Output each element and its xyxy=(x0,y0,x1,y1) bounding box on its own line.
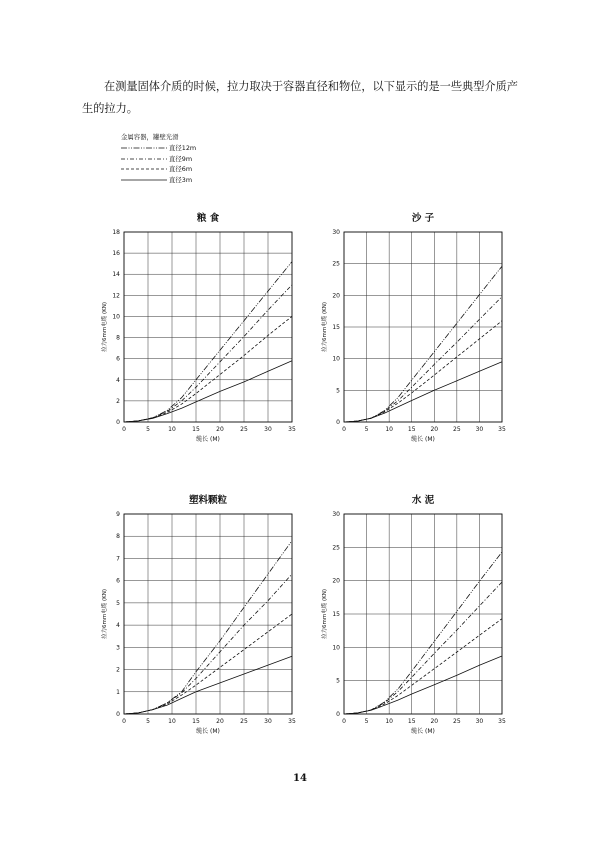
x-tick-label: 30 xyxy=(475,426,484,433)
x-tick-label: 15 xyxy=(407,718,416,725)
chart-legend xyxy=(121,132,261,185)
x-tick-label: 10 xyxy=(385,718,393,725)
x-tick-label: 35 xyxy=(288,426,296,433)
x-tick-label: 15 xyxy=(192,718,200,725)
legend-label: 直径3m xyxy=(169,175,193,184)
y-tick-label: 7 xyxy=(116,555,120,563)
series-line xyxy=(124,614,292,714)
y-tick-label: 20 xyxy=(332,292,340,300)
y-tick-label: 8 xyxy=(116,334,120,342)
x-tick-label: 35 xyxy=(498,718,506,725)
chart-title: 水 泥 xyxy=(411,495,435,506)
x-tick-label: 10 xyxy=(168,426,176,433)
legend-line-swatch xyxy=(121,157,167,161)
x-tick-label: 35 xyxy=(498,426,506,433)
x-tick-label: 35 xyxy=(288,718,296,725)
y-tick-label: 2 xyxy=(116,666,120,674)
chart-svg xyxy=(318,208,528,448)
y-tick-label: 0 xyxy=(116,419,120,426)
x-axis-label: 缆长 (M) xyxy=(196,728,220,735)
x-tick-label: 0 xyxy=(342,426,346,433)
y-tick-label: 16 xyxy=(112,250,120,258)
chart-sand xyxy=(318,208,528,448)
y-tick-label: 0 xyxy=(336,419,340,426)
y-tick-label: 20 xyxy=(332,577,340,585)
x-axis-label: 缆长 (M) xyxy=(411,436,435,443)
y-tick-label: 15 xyxy=(332,611,340,618)
series-line xyxy=(344,656,502,714)
y-tick-label: 4 xyxy=(116,376,120,384)
x-tick-label: 25 xyxy=(453,426,461,433)
y-axis-label: 拉力6mm电缆 (KN) xyxy=(102,302,108,352)
intro-paragraph: 在测量固体介质的时候，拉力取决于容器直径和物位，以下显示的是一些典型介质产生的拉力。 xyxy=(82,80,518,115)
chart-svg xyxy=(96,490,306,745)
x-axis-label: 缆长 (M) xyxy=(411,728,435,735)
y-tick-label: 0 xyxy=(116,711,120,718)
x-tick-label: 10 xyxy=(385,426,393,433)
x-tick-label: 20 xyxy=(216,426,224,433)
series-line xyxy=(124,574,292,714)
legend-label: 直径9m xyxy=(169,154,193,163)
y-tick-label: 30 xyxy=(332,229,340,236)
chart-grain xyxy=(96,208,306,448)
y-tick-label: 12 xyxy=(112,292,120,300)
chart-svg xyxy=(96,208,306,448)
x-tick-label: 0 xyxy=(122,718,126,725)
series-line xyxy=(124,541,292,714)
legend-label: 直径12m xyxy=(169,144,197,153)
x-tick-label: 30 xyxy=(264,718,272,725)
y-tick-label: 18 xyxy=(112,229,120,236)
y-tick-label: 3 xyxy=(116,644,120,652)
chart-title: 粮 食 xyxy=(196,213,220,224)
x-tick-label: 10 xyxy=(168,718,176,725)
legend-line-swatch xyxy=(121,167,167,171)
legend-item xyxy=(121,143,261,153)
y-tick-label: 8 xyxy=(116,533,120,541)
x-tick-label: 20 xyxy=(430,426,439,433)
legend-line-swatch xyxy=(121,178,167,182)
y-tick-label: 10 xyxy=(332,355,340,363)
y-tick-label: 30 xyxy=(332,511,340,518)
y-tick-label: 1 xyxy=(116,688,120,696)
series-line xyxy=(124,285,292,422)
y-tick-label: 5 xyxy=(336,387,340,395)
y-tick-label: 5 xyxy=(336,677,340,685)
plot-frame xyxy=(124,514,292,714)
legend-item xyxy=(121,164,261,174)
y-tick-label: 6 xyxy=(116,355,120,363)
x-tick-label: 25 xyxy=(240,718,248,725)
series-line xyxy=(124,262,292,422)
chart-plastic-pellets xyxy=(96,490,306,745)
legend-title: 金属容器，罐壁光滑 xyxy=(121,133,179,141)
chart-cement xyxy=(318,490,528,745)
y-tick-label: 9 xyxy=(116,511,120,518)
series-line xyxy=(344,297,502,422)
y-tick-label: 25 xyxy=(332,544,340,552)
series-line xyxy=(344,266,502,422)
x-tick-label: 5 xyxy=(146,426,150,433)
series-line xyxy=(124,361,292,422)
series-line xyxy=(344,619,502,714)
x-tick-label: 25 xyxy=(240,426,248,433)
y-tick-label: 5 xyxy=(116,599,120,607)
legend-item xyxy=(121,154,261,164)
y-tick-label: 6 xyxy=(116,577,120,585)
y-tick-label: 10 xyxy=(112,313,120,321)
y-axis-label: 拉力6mm电缆 (KN) xyxy=(322,302,328,352)
x-tick-label: 0 xyxy=(122,426,126,433)
x-tick-label: 5 xyxy=(364,718,369,725)
y-tick-label: 4 xyxy=(116,622,120,630)
legend-label: 直径6m xyxy=(169,165,193,174)
page-number: 14 xyxy=(293,773,307,784)
y-tick-label: 0 xyxy=(336,711,340,718)
x-tick-label: 5 xyxy=(364,426,369,433)
series-line xyxy=(344,362,502,422)
y-tick-label: 2 xyxy=(116,397,120,405)
x-tick-label: 15 xyxy=(192,426,200,433)
y-tick-label: 25 xyxy=(332,260,340,268)
legend-line-swatch xyxy=(121,146,167,150)
x-tick-label: 25 xyxy=(453,718,461,725)
chart-title: 塑料颗粒 xyxy=(188,495,228,506)
y-tick-label: 14 xyxy=(112,271,120,279)
y-tick-label: 15 xyxy=(332,324,340,331)
x-tick-label: 30 xyxy=(264,426,272,433)
y-tick-label: 10 xyxy=(332,644,340,652)
x-tick-label: 15 xyxy=(407,426,416,433)
x-tick-label: 0 xyxy=(342,718,346,725)
x-tick-label: 5 xyxy=(146,718,150,725)
y-axis-label: 拉力6mm电缆 (KN) xyxy=(102,589,108,639)
x-tick-label: 30 xyxy=(475,718,484,725)
legend-item xyxy=(121,175,261,185)
y-axis-label: 拉力6mm电缆 (KN) xyxy=(322,589,328,639)
series-line xyxy=(124,316,292,422)
plot-frame xyxy=(124,232,292,422)
x-axis-label: 缆长 (M) xyxy=(196,436,220,443)
x-tick-label: 20 xyxy=(216,718,224,725)
x-tick-label: 20 xyxy=(430,718,439,725)
chart-svg xyxy=(318,490,528,745)
chart-title: 沙 子 xyxy=(411,213,435,224)
series-line xyxy=(344,582,502,714)
